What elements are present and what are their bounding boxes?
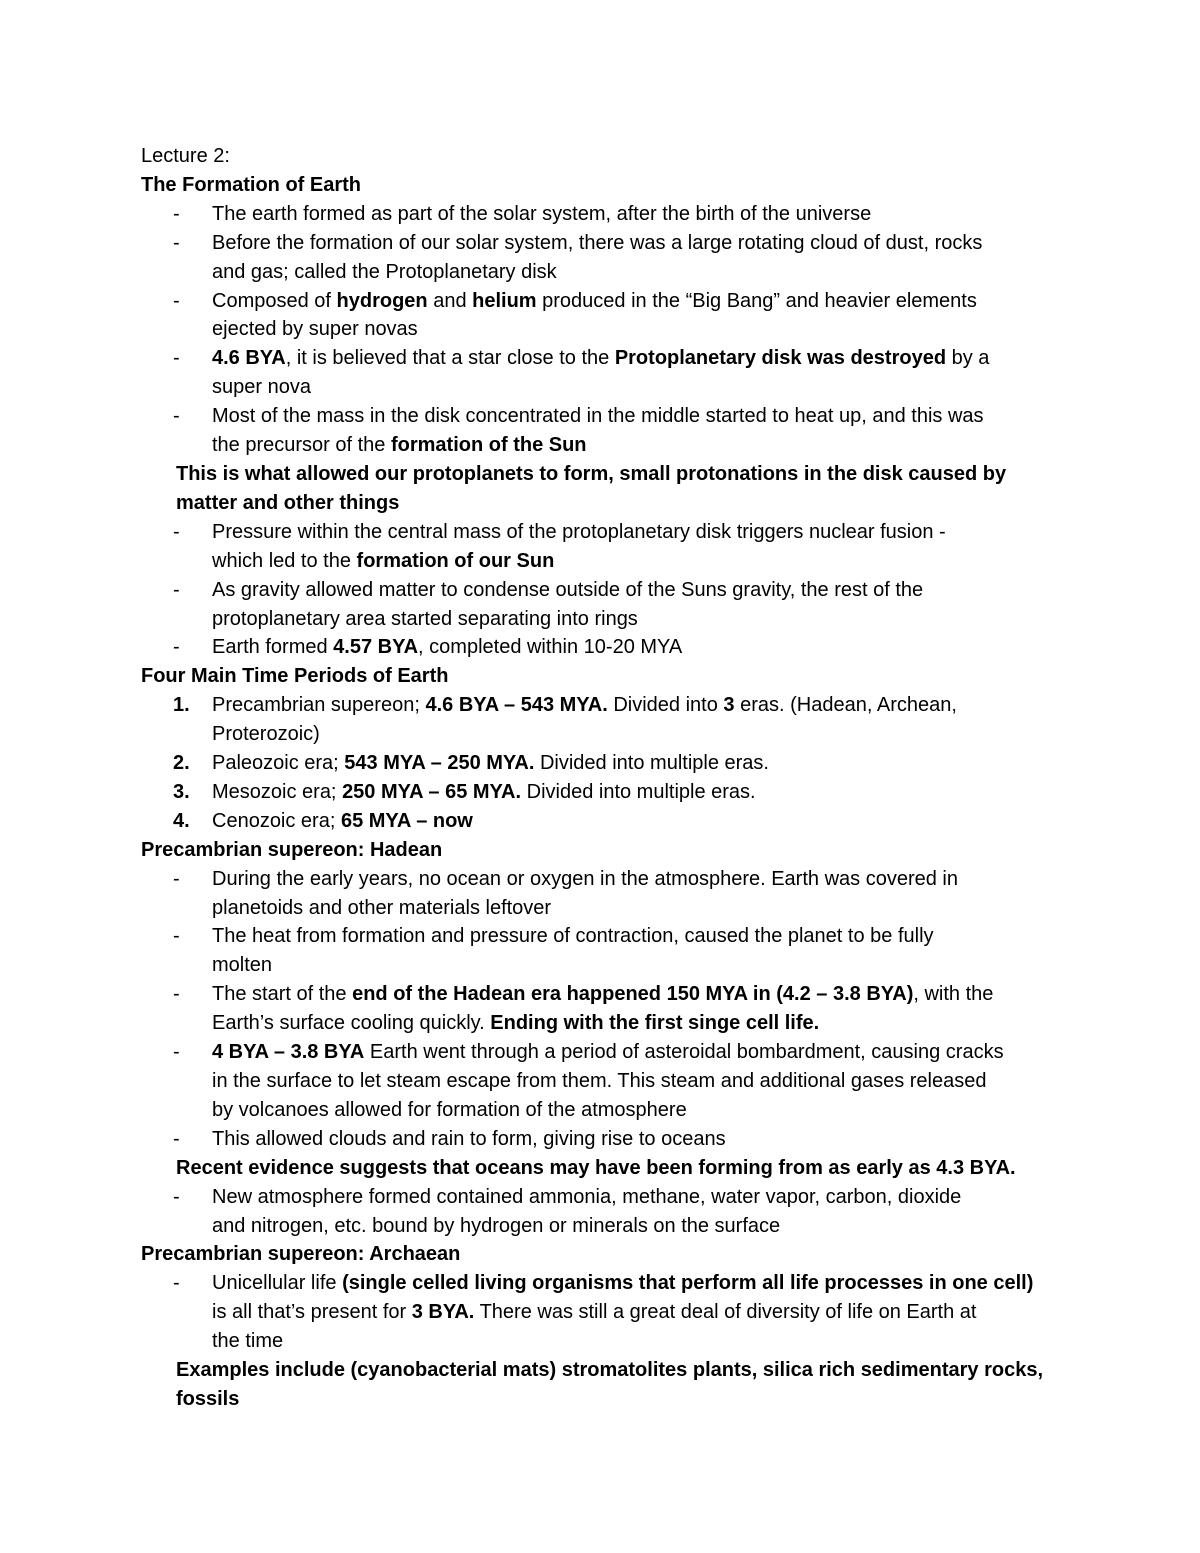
text-run: which led to the [212,549,357,572]
text-run: eras. (Hadean, Archean, [734,694,957,717]
item-line [141,344,1061,373]
text-run: Cenozoic era; [212,809,341,832]
text-run: Composed of [212,289,337,312]
dash-bullet: - [173,202,180,225]
item-line [141,229,1061,258]
bold-note [141,1356,1061,1414]
dash-bullet: - [173,520,180,543]
item-line [141,865,1061,894]
item-line [141,1038,1061,1067]
dash-item [141,229,1061,287]
bold-text: formation of our Sun [356,549,555,572]
item-line [141,894,1061,923]
text-run: Precambrian supereon; [212,694,426,717]
text-run: protoplanetary area started separating into rings [212,607,638,630]
dash-item [141,633,1061,662]
dash-item [141,1038,1061,1125]
text-run: New atmosphere formed contained ammonia, methane, water vapor, carbon, dioxide [212,1185,962,1208]
numbered-item [141,749,1061,778]
item-line [141,576,1061,605]
text-run: and nitrogen, etc. bound by hydrogen or minerals on the surface [212,1214,781,1237]
item-line [141,431,1061,460]
list-number: 3. [173,780,190,803]
dash-bullet: - [173,1185,180,1208]
dash-bullet: - [173,636,180,659]
dash-item [141,576,1061,634]
item-line [141,807,1061,836]
item-line [141,1096,1061,1125]
item-line [141,633,1061,662]
bold-note-line: Examples include (cyanobacterial mats) stromatolites plants, silica rich sedimentary rocks, [176,1359,1044,1382]
text-run: Before the formation of our solar system, there was a large rotating cloud of dust, rocks [212,231,983,254]
text-run: Divided into multiple eras. [521,780,756,803]
item-line [141,258,1061,287]
text-run: Earth went through a period of asteroidal bombardment, causing cracks [364,1041,1004,1064]
dash-bullet: - [173,347,180,370]
bold-text: 4.57 BYA [333,636,419,659]
item-line [141,373,1061,402]
text-run: This allowed clouds and rain to form, giving rise to oceans [212,1127,726,1150]
bold-text: 4 BYA – 3.8 BYA [212,1041,365,1064]
item-line [141,200,1061,229]
document-title: Lecture 2: [141,145,230,167]
item-line [141,1298,1061,1327]
bold-text: 4.6 BYA – 543 MYA. [425,694,608,717]
text-run: Earth formed [212,636,334,659]
text-run: the time [212,1330,284,1353]
section-heading: Precambrian supereon: Archaean [141,1243,461,1266]
text-run: Unicellular life [212,1272,343,1295]
bold-note [141,460,1061,518]
bold-text: formation of the Sun [390,434,587,457]
section-heading: The Formation of Earth [141,173,361,196]
bold-text: 543 MYA – 250 MYA. [344,752,535,775]
item-line [141,287,1061,316]
text-run: produced in the “Big Bang” and heavier elements [536,289,977,312]
text-run: During the early years, no ocean or oxygen in the atmosphere. Earth was covered in [212,867,958,890]
text-run: As gravity allowed matter to condense outside of the Suns gravity, the rest of the [212,578,924,601]
bold-text: 65 MYA – now [340,809,473,832]
bold-note-line: fossils [176,1387,240,1410]
text-run: Divided into multiple eras. [534,752,769,775]
bold-text: 3 BYA. [411,1301,475,1324]
dash-bullet: - [173,1041,180,1064]
item-line [141,402,1061,431]
dash-bullet: - [173,1127,180,1150]
item-line [141,691,1061,720]
item-line [141,1067,1061,1096]
text-run: and [427,289,473,312]
bold-text: 250 MYA – 65 MYA. [342,780,522,803]
bold-text: helium [472,289,537,312]
dash-item [141,287,1061,345]
text-run: ejected by super novas [212,318,418,341]
text-run: Most of the mass in the disk concentrated in the middle started to heat up, and this was [212,405,984,428]
dash-bullet: - [173,983,180,1006]
numbered-item [141,807,1061,836]
bold-text: Protoplanetary disk was destroyed [614,347,947,370]
text-run: is all that’s present for [212,1301,412,1324]
document-body [141,142,1061,1414]
text-run: The earth formed as part of the solar system, after the birth of the universe [212,202,872,225]
dash-item [141,1183,1061,1241]
text-run: Divided into [607,694,724,717]
text-run: and gas; called the Protoplanetary disk [212,260,557,283]
text-run: Earth’s surface cooling quickly. [212,1012,491,1035]
dash-item [141,865,1061,923]
bold-text: (single celled living organisms that perform all life processes in one cell) [342,1272,1034,1295]
item-line [141,518,1061,547]
item-line [141,1327,1061,1356]
text-run: Paleozoic era; [212,752,345,775]
bold-note [141,1154,1061,1183]
item-line [141,315,1061,344]
item-line [141,749,1061,778]
item-line [141,1269,1061,1298]
dash-item [141,980,1061,1038]
numbered-item [141,778,1061,807]
dash-item [141,518,1061,576]
text-run: the precursor of the [212,434,391,457]
text-run: Mesozoic era; [212,780,343,803]
item-line [141,951,1061,980]
text-run: in the surface to let steam escape from them. This steam and additional gases released [212,1070,987,1092]
text-run: super nova [212,376,311,399]
dash-bullet: - [173,289,180,312]
dash-bullet: - [173,925,180,948]
bold-text: 3 [723,694,735,717]
text-run: The start of the [212,983,353,1006]
numbered-item [141,691,1061,749]
bold-text: 4.6 BYA [212,347,286,370]
dash-bullet: - [173,231,180,254]
item-line [141,980,1061,1009]
text-run: The heat from formation and pressure of contraction, caused the planet to be fully [212,925,934,948]
item-line [141,778,1061,807]
text-run: by a [946,347,990,370]
list-number: 4. [173,809,190,832]
section-heading: Four Main Time Periods of Earth [141,665,449,688]
dash-item [141,200,1061,229]
list-number: 1. [173,694,190,717]
item-line [141,922,1061,951]
list-number: 2. [173,752,190,775]
text-run: Pressure within the central mass of the protoplanetary disk triggers nuclear fusion - [212,520,946,543]
item-line [141,605,1061,634]
item-line [141,1125,1061,1154]
item-line [141,720,1061,749]
dash-bullet: - [173,867,180,890]
item-line [141,1212,1061,1241]
text-run: There was still a great deal of diversity of life on Earth at [474,1301,977,1324]
text-run: , completed within 10-20 MYA [418,636,683,659]
text-run: , it is believed that a star close to the [285,347,615,370]
dash-bullet: - [173,578,180,601]
dash-item [141,1269,1061,1356]
item-line [141,1009,1061,1038]
dash-bullet: - [173,1272,180,1295]
dash-item [141,402,1061,460]
dash-item [141,1125,1061,1154]
bold-text: end of the Hadean era happened 150 MYA in (4.2 – 3.8 BYA) [352,983,914,1006]
bold-text: Ending with the first singe cell life. [490,1012,820,1035]
bold-note-line: matter and other things [176,491,400,514]
text-run: molten [212,954,273,977]
text-run: by volcanoes allowed for formation of the atmosphere [212,1098,687,1121]
bold-note-line: Recent evidence suggests that oceans may have been forming from as early as 4.3 BYA. [176,1156,1016,1179]
dash-item [141,922,1061,980]
text-run: , with the [913,983,994,1006]
text-run: planetoids and other materials leftover [212,896,552,919]
section-heading: Precambrian supereon: Hadean [141,838,443,861]
bold-note-line: This is what allowed our protoplanets to form, small protonations in the disk caused by [176,462,1007,485]
item-line [141,1183,1061,1212]
dash-item [141,344,1061,402]
text-run: Proterozoic) [212,723,320,746]
item-line [141,547,1061,576]
bold-text: hydrogen [336,289,428,312]
dash-bullet: - [173,405,180,428]
